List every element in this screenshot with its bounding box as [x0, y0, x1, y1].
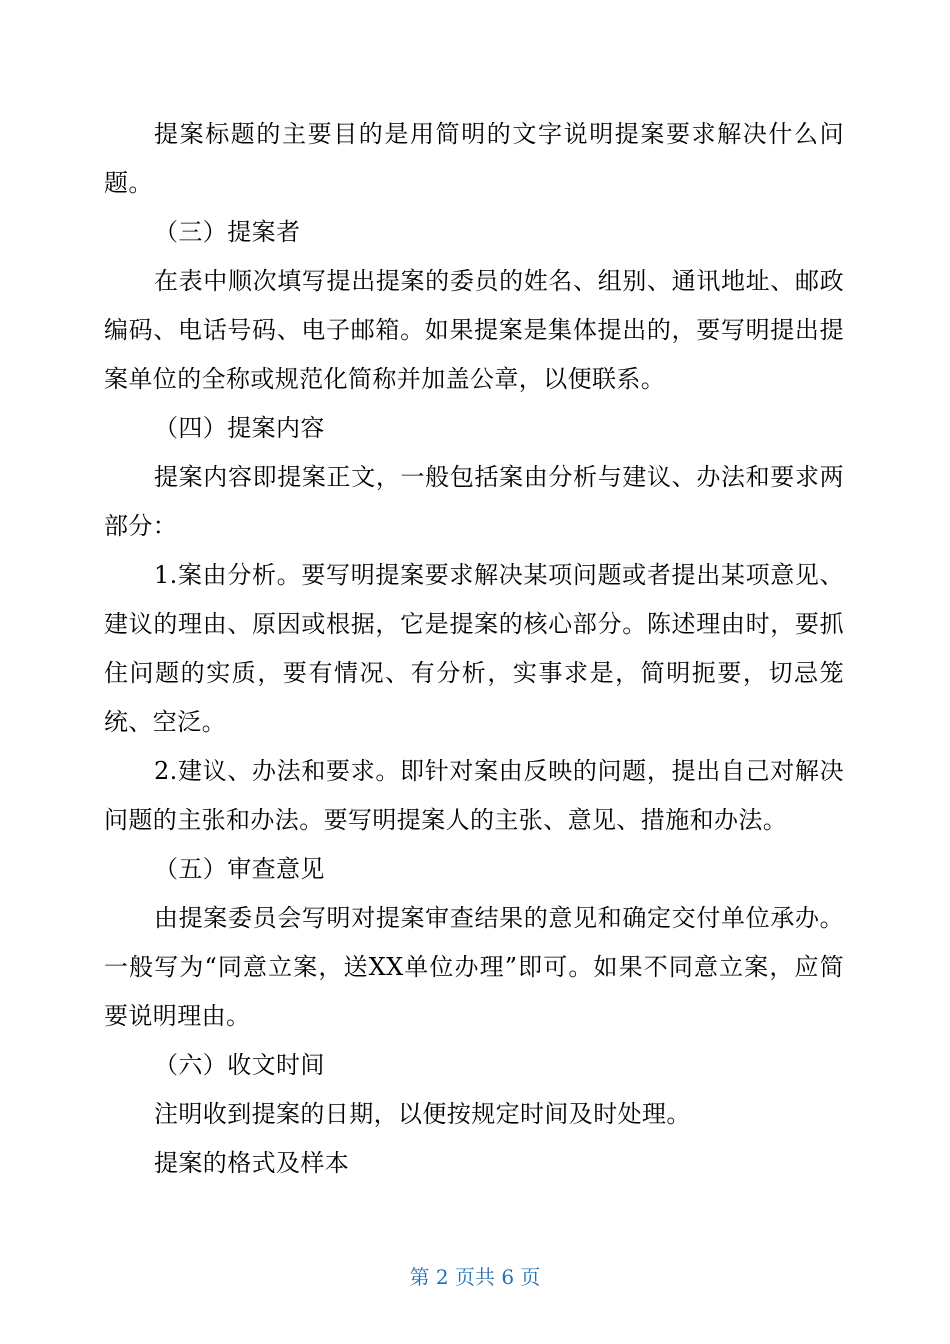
document-body [104, 110, 844, 1188]
section-heading-proposer: （三）提案者 [154, 218, 301, 246]
paragraph-suggestions: 2.建议、办法和要求。即针对案由反映的问题，提出自己对解决问题的主张和办法。要写明提案人的主张、意见、措施和办法。 [104, 757, 844, 834]
paragraph-proposer-info: 在表中顺次填写提出提案的委员的姓名、组别、通讯地址、邮政编码、电话号码、电子邮箱。如果提案是集体提出的，要写明提出提案单位的全称或规范化简称并加盖公章，以便联系。 [104, 267, 844, 393]
section-heading-format-sample: 提案的格式及样本 [154, 1149, 350, 1177]
paragraph-content-intro: 提案内容即提案正文，一般包括案由分析与建议、办法和要求两部分： [104, 463, 844, 540]
paragraph-title-purpose: 提案标题的主要目的是用简明的文字说明提案要求解决什么问题。 [104, 120, 844, 197]
paragraph-review-opinion: 由提案委员会写明对提案审查结果的意见和确定交付单位承办。一般写为“同意立案，送XX单位办理”即可。如果不同意立案，应简要说明理由。 [104, 904, 844, 1030]
section-heading-content: （四）提案内容 [154, 414, 325, 442]
paragraph-case-analysis: 1.案由分析。要写明提案要求解决某项问题或者提出某项意见、建议的理由、原因或根据，它是提案的核心部分。陈述理由时，要抓住问题的实质，要有情况、有分析，实事求是，简明扼要，切忌笼统、空泛。 [104, 561, 844, 736]
section-heading-receipt-time: （六）收文时间 [154, 1051, 325, 1079]
section-heading-review: （五）审查意见 [154, 855, 325, 883]
page-number-footer: 第 2 页共 6 页 [409, 1265, 541, 1289]
paragraph-receipt-date: 注明收到提案的日期，以便按规定时间及时处理。 [154, 1100, 691, 1128]
